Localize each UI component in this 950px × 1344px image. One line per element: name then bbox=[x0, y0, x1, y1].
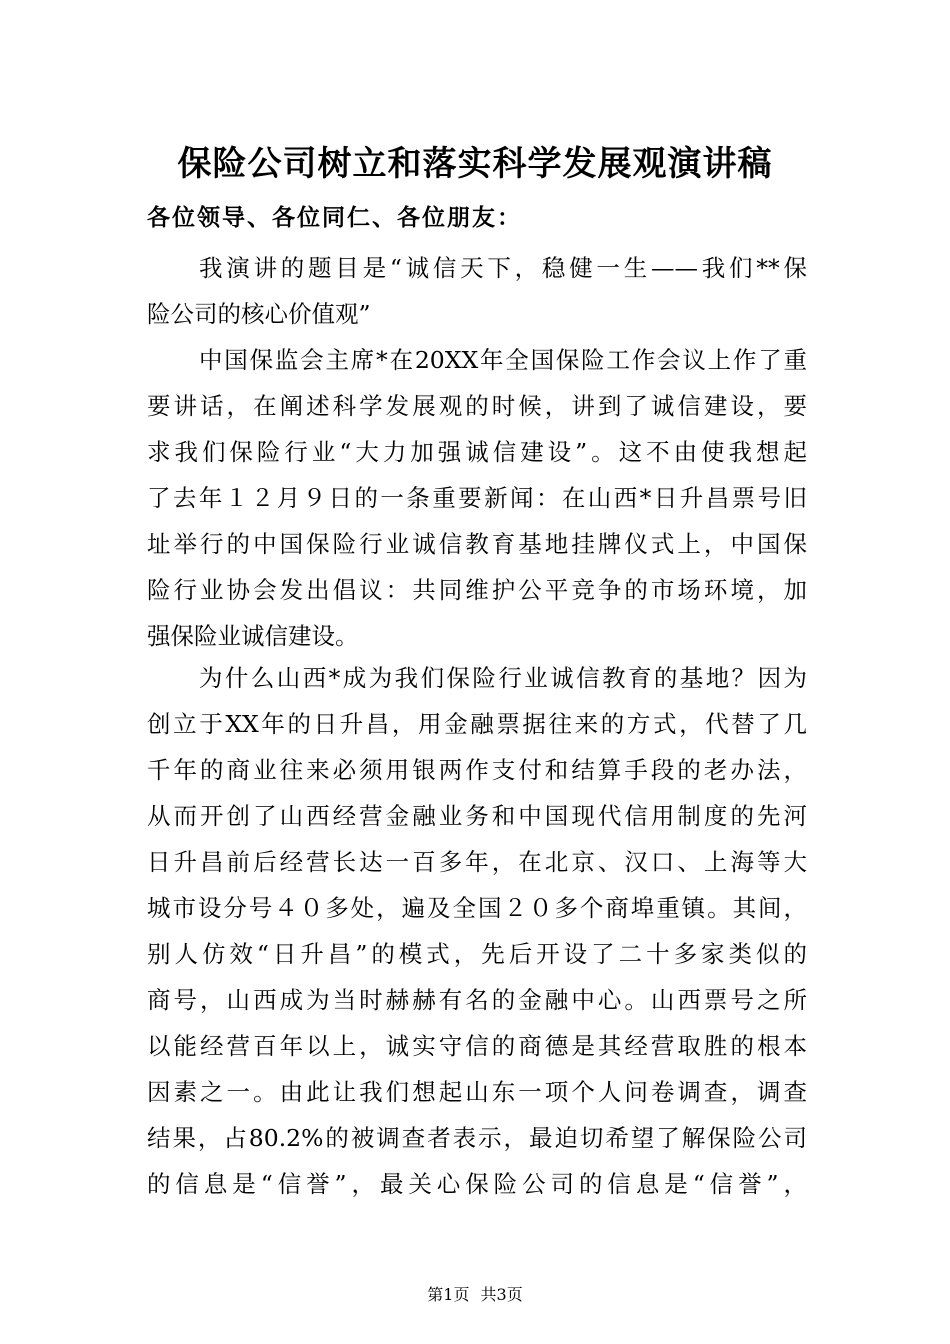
paragraph-line: 结果，占80.2%的被调查者表示，最迫切希望了解保险公司 bbox=[147, 1124, 807, 1152]
paragraph-line: 日升昌前后经营长达一百多年，在北京、汉口、上海等大 bbox=[147, 848, 807, 876]
paragraph-line: 中国保监会主席*在20XX年全国保险工作会议上作了重 bbox=[199, 346, 807, 374]
paragraph-line: 千年的商业往来必须用银两作支付和结算手段的老办法， bbox=[147, 756, 807, 784]
paragraph-line: 为什么山西*成为我们保险行业诚信教育的基地？因为 bbox=[199, 664, 807, 692]
paragraph-line: 强保险业诚信建设。 bbox=[147, 622, 359, 650]
paragraph-line: 险公司的核心价值观” bbox=[147, 300, 371, 328]
paragraph-line: 求我们保险行业“大力加强诚信建设”。这不由使我想起 bbox=[147, 438, 807, 466]
paragraph-line: 的信息是“信誉”，最关心保险公司的信息是“信誉”， bbox=[147, 1170, 807, 1198]
document-title: 保险公司树立和落实科学发展观演讲稿 bbox=[177, 144, 773, 184]
paragraph-line: 商号，山西成为当时赫赫有名的金融中心。山西票号之所 bbox=[147, 986, 807, 1014]
paragraph-line: 从而开创了山西经营金融业务和中国现代信用制度的先河 bbox=[147, 802, 807, 830]
page-footer: 第1页 共3页 bbox=[427, 1285, 523, 1304]
paragraph-line: 我演讲的题目是“诚信天下，稳健一生——我们**保 bbox=[199, 254, 807, 282]
paragraph-line: 别人仿效“日升昌”的模式，先后开设了二十多家类似的 bbox=[147, 940, 807, 968]
paragraph-line: 因素之一。由此让我们想起山东一项个人问卷调查，调查 bbox=[147, 1078, 807, 1106]
paragraph-line: 了去年１２月９日的一条重要新闻：在山西*日升昌票号旧 bbox=[147, 484, 807, 512]
paragraph-line: 要讲话，在阐述科学发展观的时候，讲到了诚信建设，要 bbox=[147, 392, 807, 420]
paragraph-line: 以能经营百年以上，诚实守信的商德是其经营取胜的根本 bbox=[147, 1032, 807, 1060]
salutation: 各位领导、各位同仁、各位朋友： bbox=[147, 204, 522, 231]
paragraph-line: 城市设分号４０多处，遍及全国２０多个商埠重镇。其间， bbox=[147, 894, 807, 922]
paragraph-line: 险行业协会发出倡议：共同维护公平竞争的市场环境，加 bbox=[147, 576, 807, 604]
paragraph-line: 创立于XX年的日升昌，用金融票据往来的方式，代替了几 bbox=[147, 710, 807, 738]
paragraph-line: 址举行的中国保险行业诚信教育基地挂牌仪式上，中国保 bbox=[147, 530, 807, 558]
